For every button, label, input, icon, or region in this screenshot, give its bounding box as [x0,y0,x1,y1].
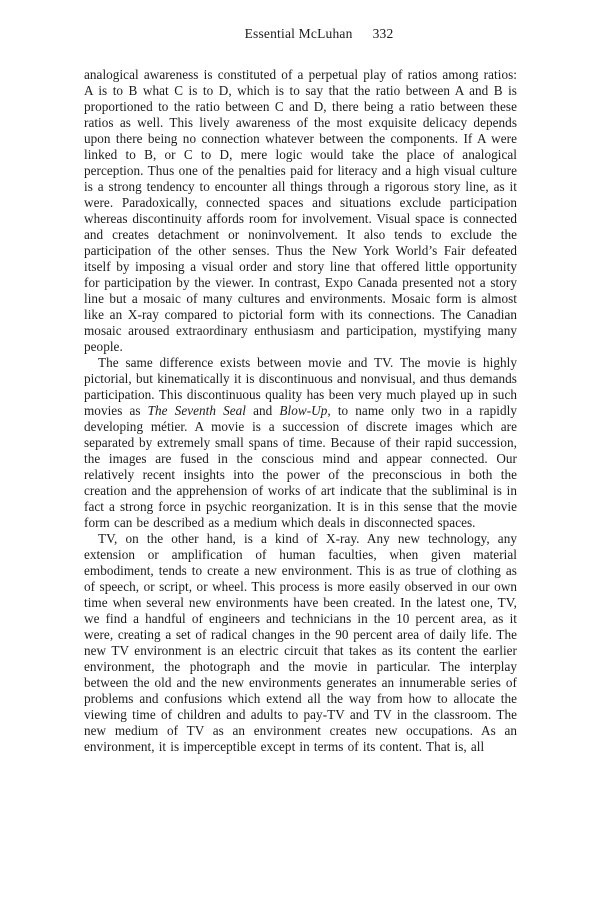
paragraph [84,67,517,355]
book-title: Essential McLuhan [244,26,353,41]
text-segment: The same difference exists between movie and TV. The movie is highly pictorial, but kinematically it is discontinuous and nonvisual, and thus demands participation. This discontinuous quality has been very much played up in such movies as [84,355,517,418]
paragraph [84,531,517,755]
italic-text-segment: The Seventh Seal [147,403,247,418]
running-header [0,26,600,42]
text-body [84,67,517,755]
text-segment: and [246,403,280,418]
text-segment: TV, on the other hand, is a kind of X-ray. Any new technology, any extension or amplification of human faculties, when given material embodiment, tends to create a new environment. This is as true of clothing as of speech, or script, or wheel. This process is more easily observed in our own time when several new environments have been created. In the latest one, TV, we find a handful of engineers and technicians in the 10 percent area, as it were, creating a set of radical changes in the 90 percent area of daily life. The new TV environment is an electric circuit that takes as its content the earlier environment, the photograph and the movie in particular. The interplay between the old and the new environments generates an innumerable series of problems and confusions which extend all the way from how to allocate the viewing time of children and adults to pay-TV and TV in the classroom. The new medium of TV as an environment creates new occupations. As an environment, it is imperceptible except in terms of its content. That is, all [84,531,517,754]
text-segment: to name only two in a rapidly developing métier. A movie is a succession of discrete images which are separated by extremely small spans of time. Because of their rapid succession, the images are fused in the conscious mind and appear connected. Our relatively recent insights into the power of the preconscious in both the creation and the apprehension of works of art indicate that the subliminal is in fact a strong force in psychic reorganization. It is in this sense that the movie form can be described as a medium which deals in disconnected spaces. [84,403,518,530]
italic-text-segment: Blow-Up, [279,403,331,418]
page-number: 332 [372,26,394,41]
text-segment: analogical awareness is constituted of a perpetual play of ratios among ratios: A is to B what C is to D, which is to say that the ratio between A and B is proportioned to the ratio between C and D, there being a ratio between these ratios as well. This lively awareness of the most exquisite delicacy depends upon there being no connection whatever between the components. If A were linked to B, or C to D, mere logic would take the place of analogical perception. Thus one of the penalties paid for literacy and a high visual culture is a strong tendency to encounter all things through a rigorous story line, as it were. Paradoxically, connected spaces and situations exclude participation whereas discontinuity affords room for involvement. Visual space is connected and creates detachment or noninvolvement. It also tends to exclude the participation of the other senses. Thus the New York World’s Fair defeated itself by imposing a visual order and story line that offered little opportunity for participation by the viewer. In contrast, Expo Canada presented not a story line but a mosaic of many cultures and environments. Mosaic form is almost like an X-ray compared to pictorial form with its connections. The Canadian mosaic aroused extraordinary enthusiasm and participation, mystifying many people. [84,67,517,354]
paragraph [84,355,517,531]
